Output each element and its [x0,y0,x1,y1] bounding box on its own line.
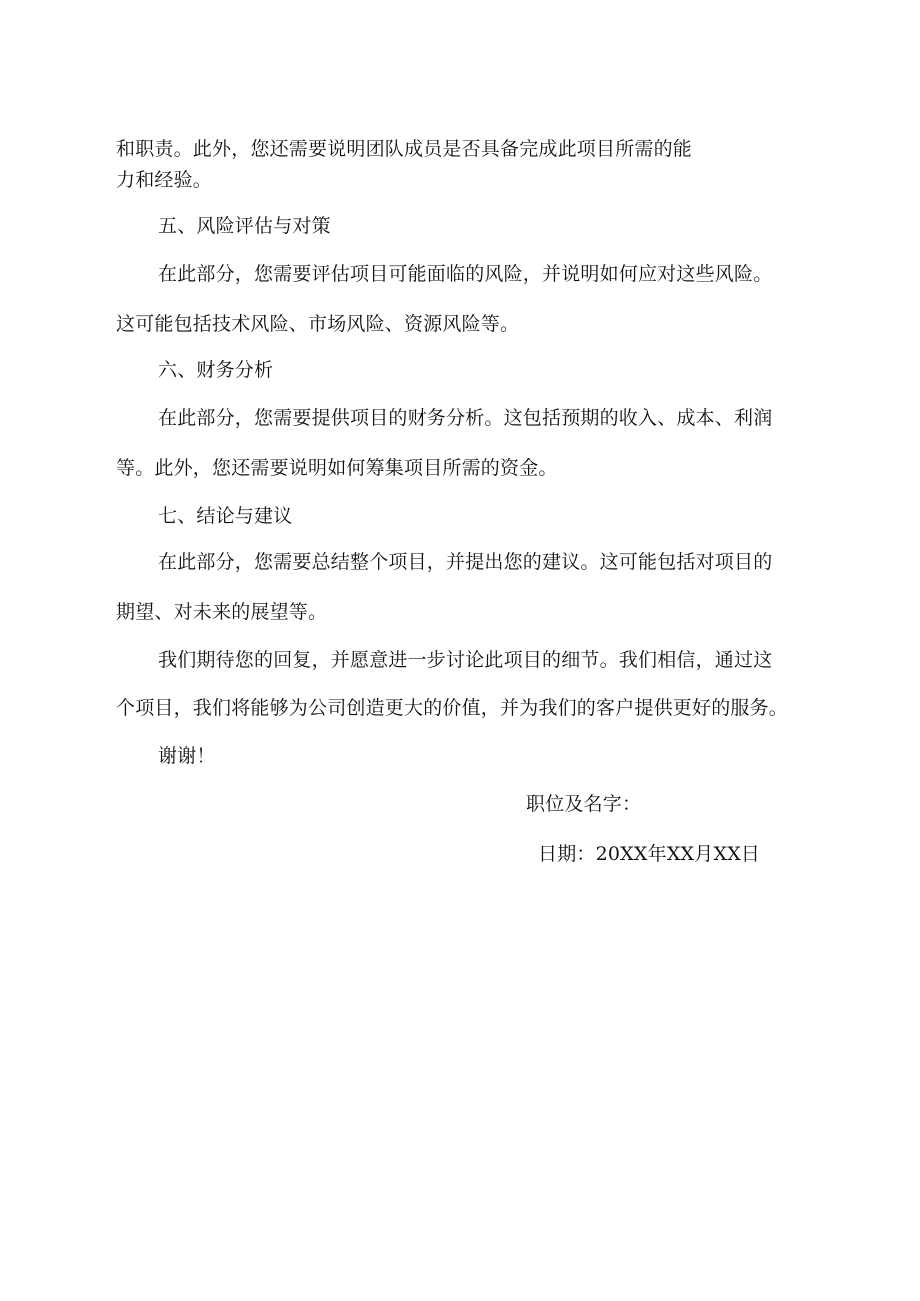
thanks-text: 谢谢！ [158,745,216,767]
section-6-heading: 六、财务分析 [158,359,274,381]
section-5-line-1: 在此部分，您需要评估项目可能面临的风险，并说明如何应对这些风险。 [158,263,773,285]
closing-line-1: 我们期待您的回复，并愿意进一步讨论此项目的细节。我们相信，通过这 [158,649,773,671]
continuation-line-1: 和职责。此外，您还需要说明团队成员是否具备完成此项目所需的能 [116,138,693,160]
section-5-heading: 五、风险评估与对策 [158,215,331,237]
signature-date: 日期：20XX年XX月XX日 [538,843,761,865]
closing-line-2: 个项目，我们将能够为公司创造更大的价值，并为我们的客户提供更好的服务。 [116,697,789,719]
section-7-line-2: 期望、对未来的展望等。 [116,601,328,623]
section-7-line-1: 在此部分，您需要总结整个项目，并提出您的建议。这可能包括对项目的 [158,551,773,573]
section-6-line-1: 在此部分，您需要提供项目的财务分析。这包括预期的收入、成本、利润 [158,407,773,429]
signature-position-name: 职位及名字： [526,793,642,815]
continuation-line-2: 力和经验。 [116,169,213,191]
section-7-heading: 七、结论与建议 [158,505,293,527]
section-5-line-2: 这可能包括技术风险、市场风险、资源风险等。 [116,313,520,335]
section-6-line-2: 等。此外，您还需要说明如何筹集项目所需的资金。 [116,457,558,479]
